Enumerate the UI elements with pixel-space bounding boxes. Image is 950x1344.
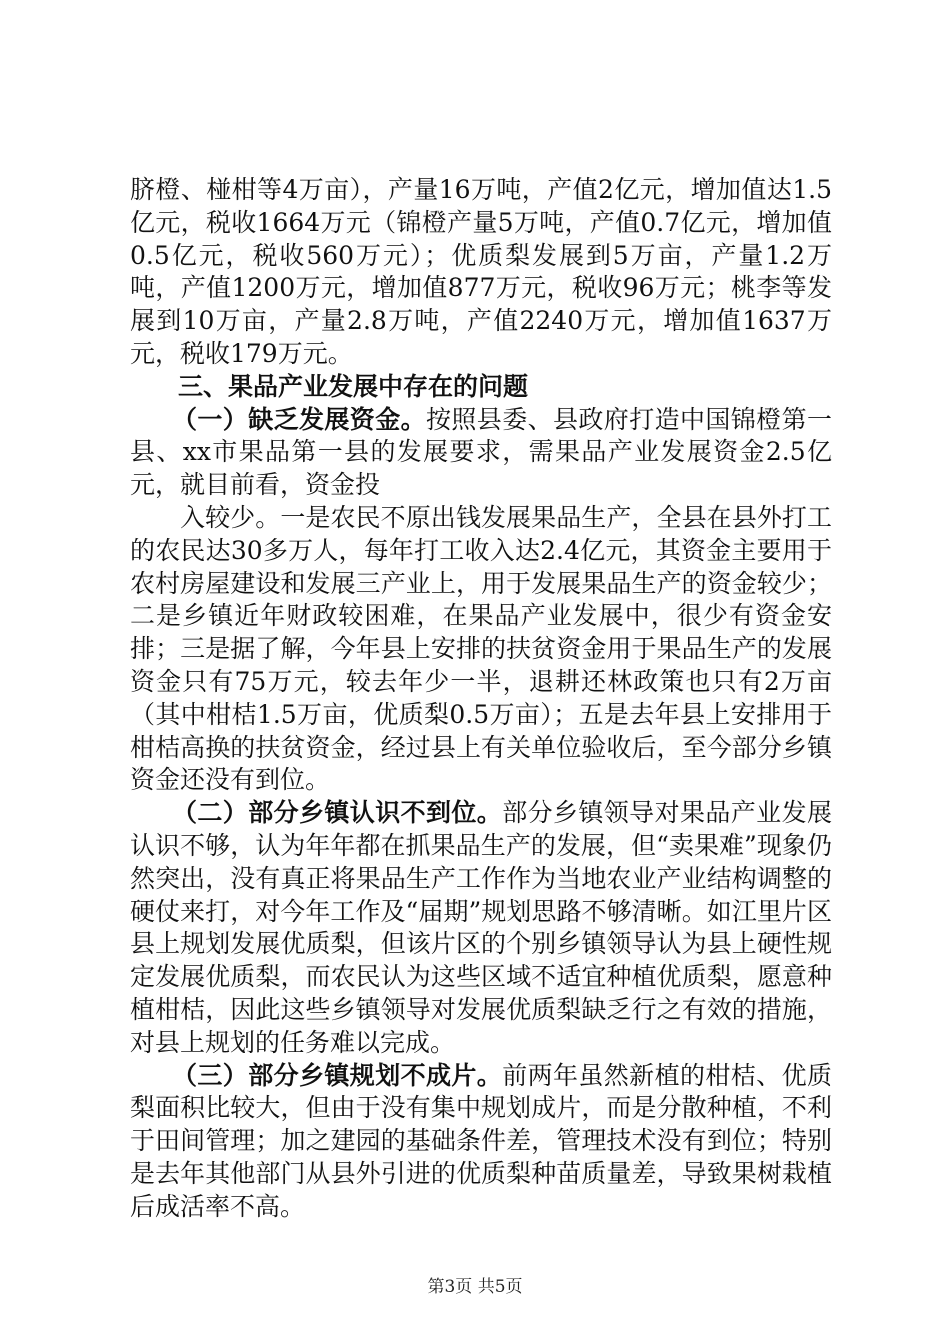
paragraph-funding <box>130 404 832 502</box>
section-heading: 三、果品产业发展中存在的问题 <box>178 371 529 401</box>
subsection-lead: （二）部分乡镇认识不到位。 <box>172 798 503 828</box>
paragraph-output-values <box>130 174 832 371</box>
subsection-lead: （三）部分乡镇规划不成片。 <box>172 1060 503 1090</box>
paragraph-text: 入较少。一是农民不原出钱发展果品生产，全县在县外打工的农民达30多万人，每年打工收入达2.4亿元，其资金主要用于农村房屋建设和发展三产业上，用于发展果品生产的资金较少；二是乡镇近年财政较困难，在果品产业发展中，很少有资金安排；三是据了解，今年县上安排的扶贫资金用于果品生产的发展资金只有75万元，较去年少一半，退耕还林政策也只有2万亩（其中柑桔1.5万亩，优质梨0.5万亩）；五是去年县上安排用于柑桔高换的扶贫资金，经过县上有关单位验收后，至今部分乡镇资金还没有到位。 <box>130 502 832 795</box>
paragraph-text: 前两年虽然新植的柑桔、优质梨面积比较大，但由于没有集中规划成片，而是分散种植，不利于田间管理；加之建园的基础条件差，管理技术没有到位；特别是去年其他部门从县外引进的优质梨种苗质量差，导致果树栽植后成活率不高。 <box>130 1060 832 1221</box>
paragraph-funding-detail <box>130 502 832 797</box>
paragraph-text: 按照县委、县政府打造中国锦橙第一县、xx市果品第一县的发展要求，需果品产业发展资金2.5亿元，就目前看，资金投 <box>130 404 832 500</box>
page-number-footer: 第3页 共5页 <box>427 1277 523 1297</box>
document-body <box>130 174 832 1224</box>
paragraph-text: 脐橙、椪柑等4万亩），产量16万吨，产值2亿元，增加值达1.5亿元，税收1664万元（锦橙产量5万吨，产值0.7亿元，增加值0.5亿元，税收560万元）；优质梨发展到5万亩，产量1.2万吨，产值1200万元，增加值877万元，税收96万元；桃李等发展到10万亩，产量2.8万吨，产值2240万元，增加值1637万元，税收179万元。 <box>130 175 832 368</box>
paragraph-text: 部分乡镇领导对果品产业发展认识不够，认为年年都在抓果品生产的发展，但“卖果难”现象仍然突出，没有真正将果品生产工作作为当地农业产业结构调整的硬仗来打，对今年工作及“届期”规划思路不够清晰。如江里片区县上规划发展优质梨，但该片区的个别乡镇领导认为县上硬性规定发展优质梨，而农民认为这些区域不适宜种植优质梨，愿意种植柑桔，因此这些乡镇领导对发展优质梨缺乏行之有效的措施，对县上规划的任务难以完成。 <box>130 798 832 1057</box>
subsection-lead: （一）缺乏发展资金。 <box>172 404 426 434</box>
paragraph-awareness <box>130 797 832 1059</box>
paragraph-planning <box>130 1060 832 1224</box>
